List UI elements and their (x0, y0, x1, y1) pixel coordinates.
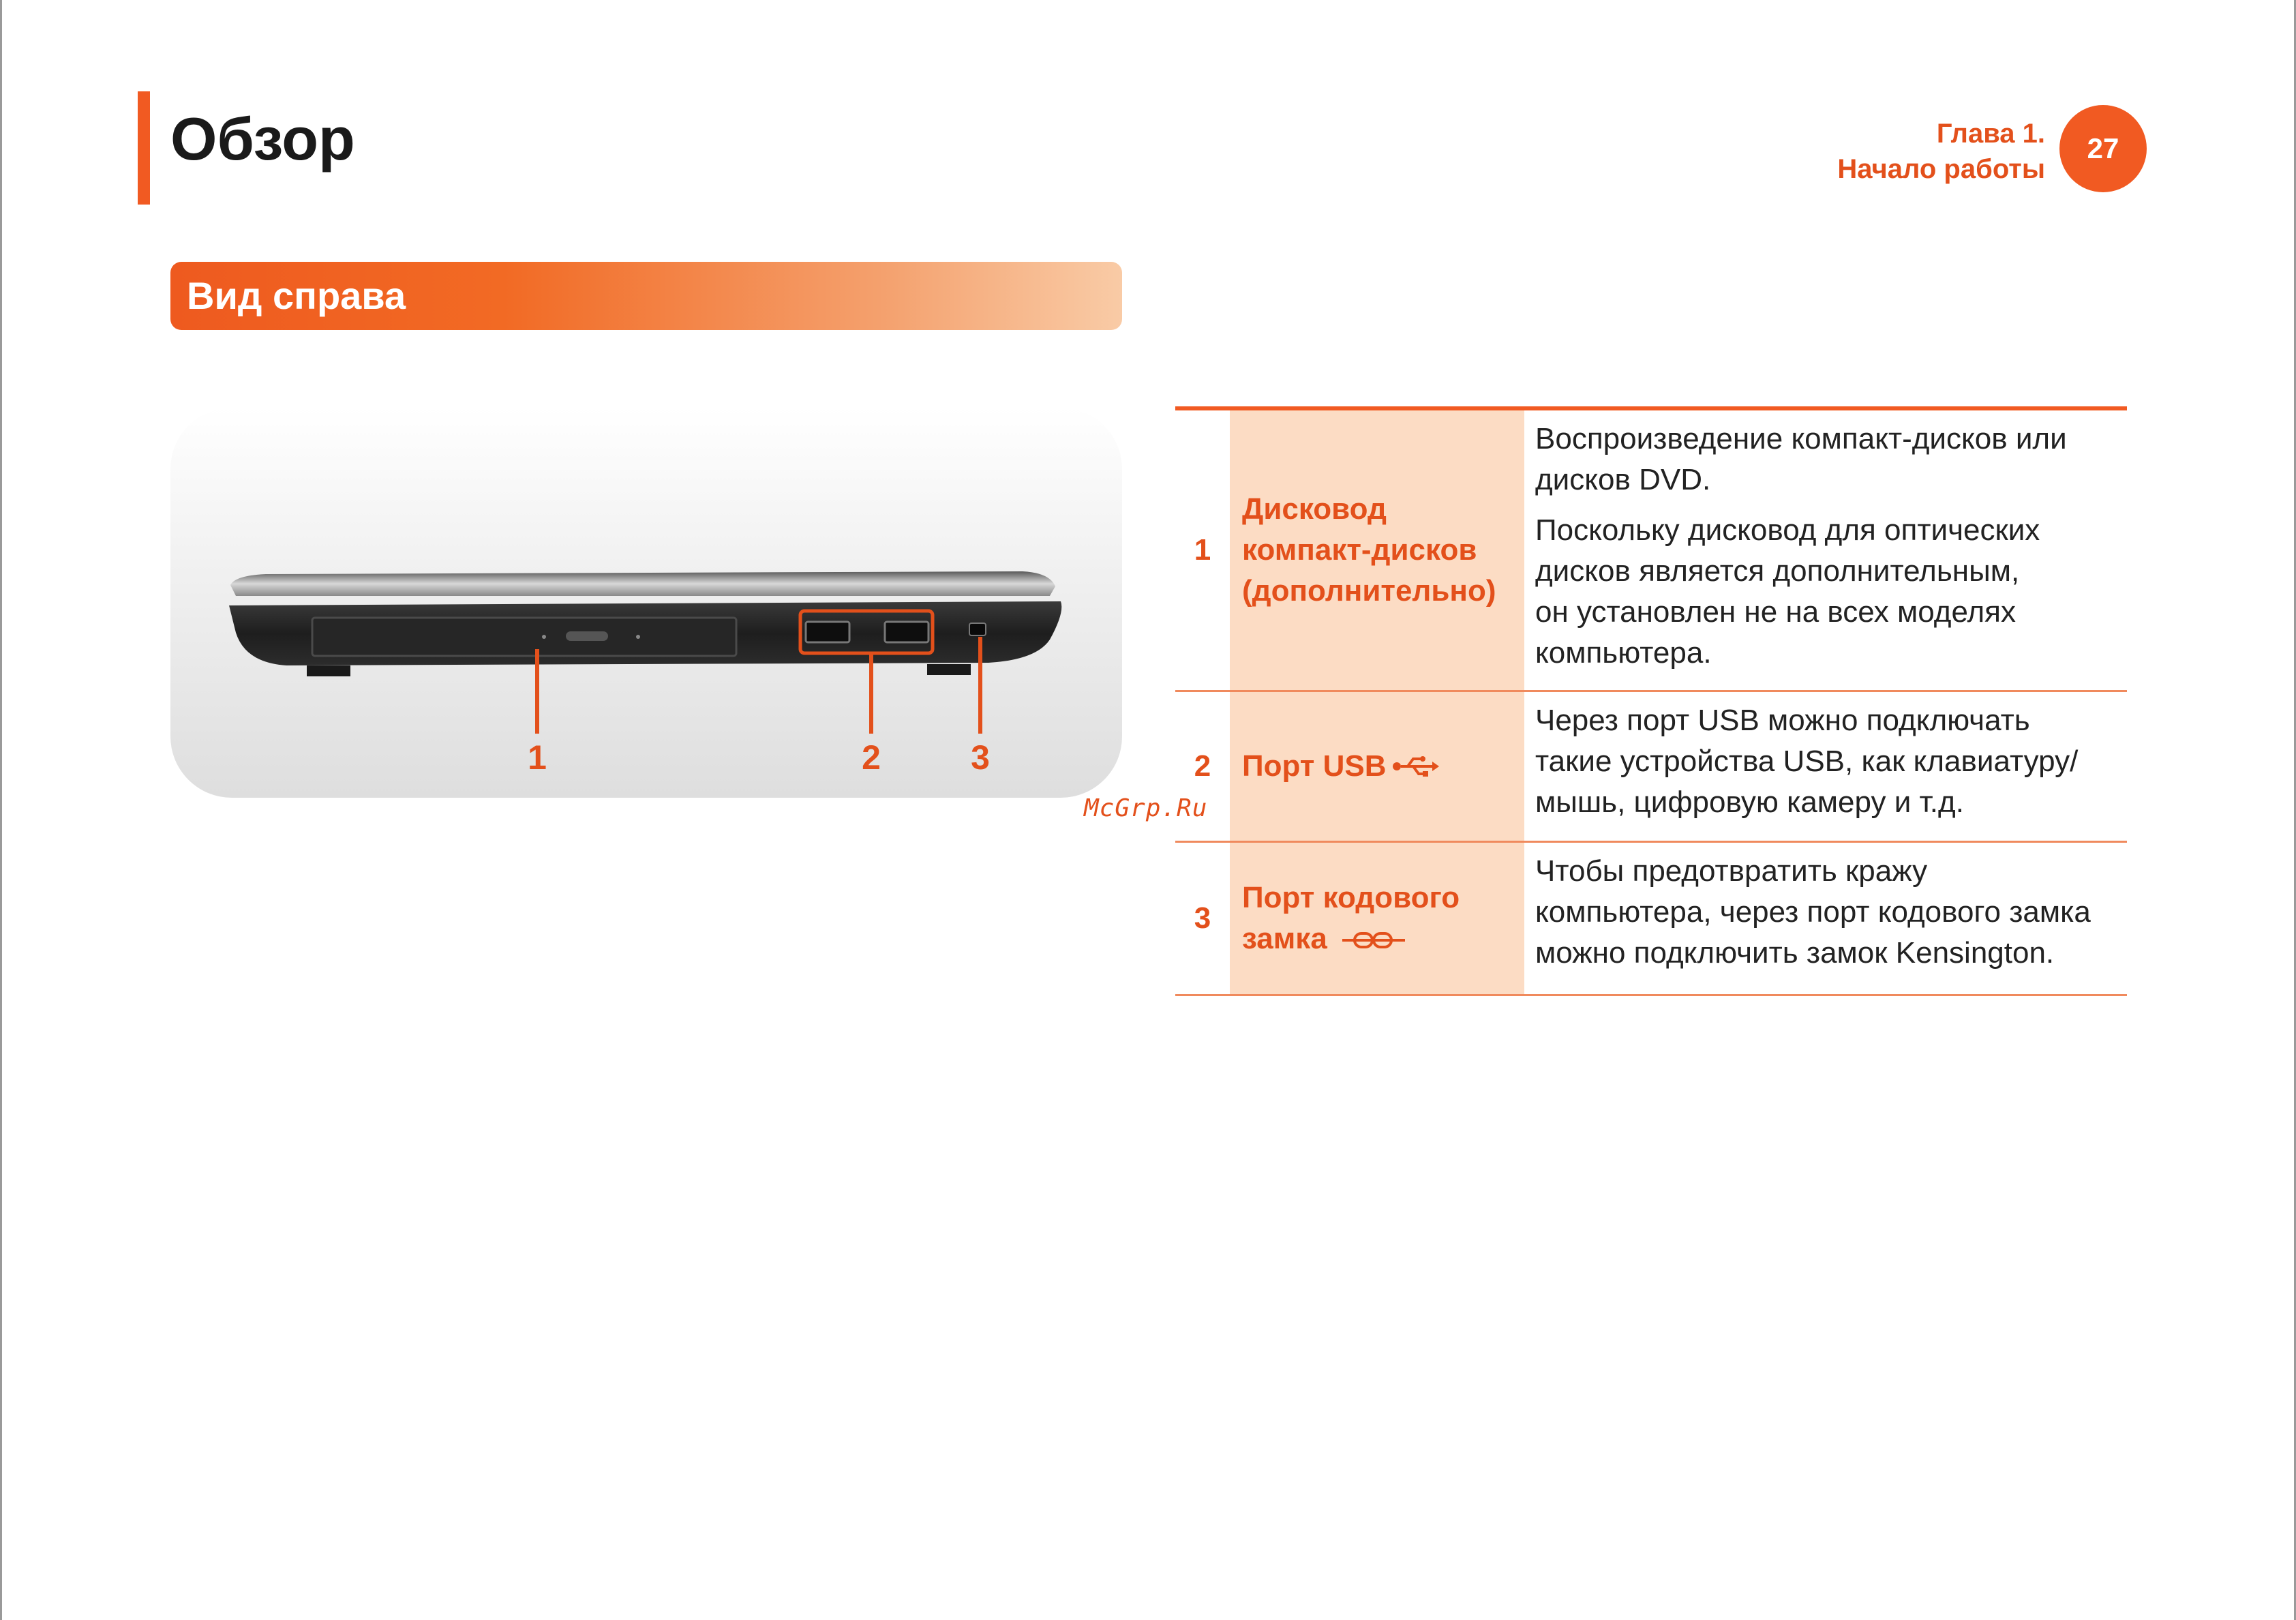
laptop-foot-right (927, 664, 971, 675)
section-header (170, 262, 1122, 330)
row-name (1230, 843, 1524, 994)
row-name-line: компакт-дисков (1242, 533, 1477, 567)
eject-button (566, 631, 608, 641)
laptop-illustration (170, 408, 1122, 798)
emergency-eject-hole (636, 635, 640, 639)
table-row (1175, 843, 2127, 996)
section-title: Вид справа (187, 274, 406, 317)
desc-line: Чтобы предотвратить кражу (1535, 854, 1928, 888)
row-name-line: Дисковод (1242, 492, 1387, 526)
chapter-number: Глава 1. (1936, 119, 2045, 149)
title-accent-bar (138, 91, 150, 205)
laptop-foot-left (307, 665, 350, 676)
desc-line: можно подключить замок Kensington. (1535, 936, 2055, 970)
row-description (1524, 843, 2127, 994)
desc-line: дисков DVD. (1535, 463, 1711, 496)
chapter-title: Начало работы (1837, 154, 2045, 184)
row-description (1524, 410, 2127, 690)
desc-line: Через порт USB можно подключать (1535, 704, 2030, 737)
desc-line: компьютера, через порт кодового замка (1535, 895, 2091, 929)
desc-line: он установлен не на всех моделях (1535, 595, 2016, 629)
laptop-right-side-photo (170, 408, 1122, 798)
callout-label-3: 3 (971, 738, 990, 777)
desc-line: дисков является дополнительным, (1535, 554, 2020, 588)
desc-line: Воспроизведение компакт-дисков или (1535, 422, 2067, 455)
table-row (1175, 410, 2127, 692)
drive-led (542, 635, 546, 639)
ports-table (1175, 406, 2127, 996)
optical-drive-tray (312, 618, 736, 656)
row-name-line: (дополнительно) (1242, 574, 1496, 608)
row-name-line: Порт USB (1242, 749, 1387, 783)
page-border-left (0, 0, 2, 1620)
row-number: 1 (1194, 533, 1211, 567)
laptop-lid (230, 571, 1055, 596)
page-title: Обзор (170, 105, 355, 172)
row-description (1524, 692, 2127, 841)
kensington-slot (969, 623, 986, 635)
row-number: 3 (1194, 901, 1211, 935)
row-name (1230, 410, 1524, 690)
desc-line: такие устройства USB, как клавиатуру/ (1535, 745, 2079, 778)
callout-label-1: 1 (528, 738, 547, 777)
callout-label-2: 2 (862, 738, 881, 777)
usb-port-2 (885, 622, 928, 642)
desc-line: мышь, цифровую камеру и т.д. (1535, 785, 1964, 819)
page-number-badge: 27 (2059, 105, 2147, 192)
row-name-line: Порт кодового (1242, 881, 1460, 914)
row-number: 2 (1194, 749, 1211, 783)
row-name (1230, 692, 1524, 841)
kensington-lock-icon (1341, 929, 1406, 952)
table-row (1175, 692, 2127, 843)
desc-line: Поскольку дисковод для оптических (1535, 513, 2040, 547)
chapter-label (1837, 116, 2045, 187)
usb-port-1 (806, 622, 849, 642)
watermark: McGrp.Ru (1084, 794, 1208, 822)
usb-icon (1391, 755, 1439, 778)
desc-line: компьютера. (1535, 636, 1712, 670)
row-name-line: замка (1242, 922, 1327, 955)
